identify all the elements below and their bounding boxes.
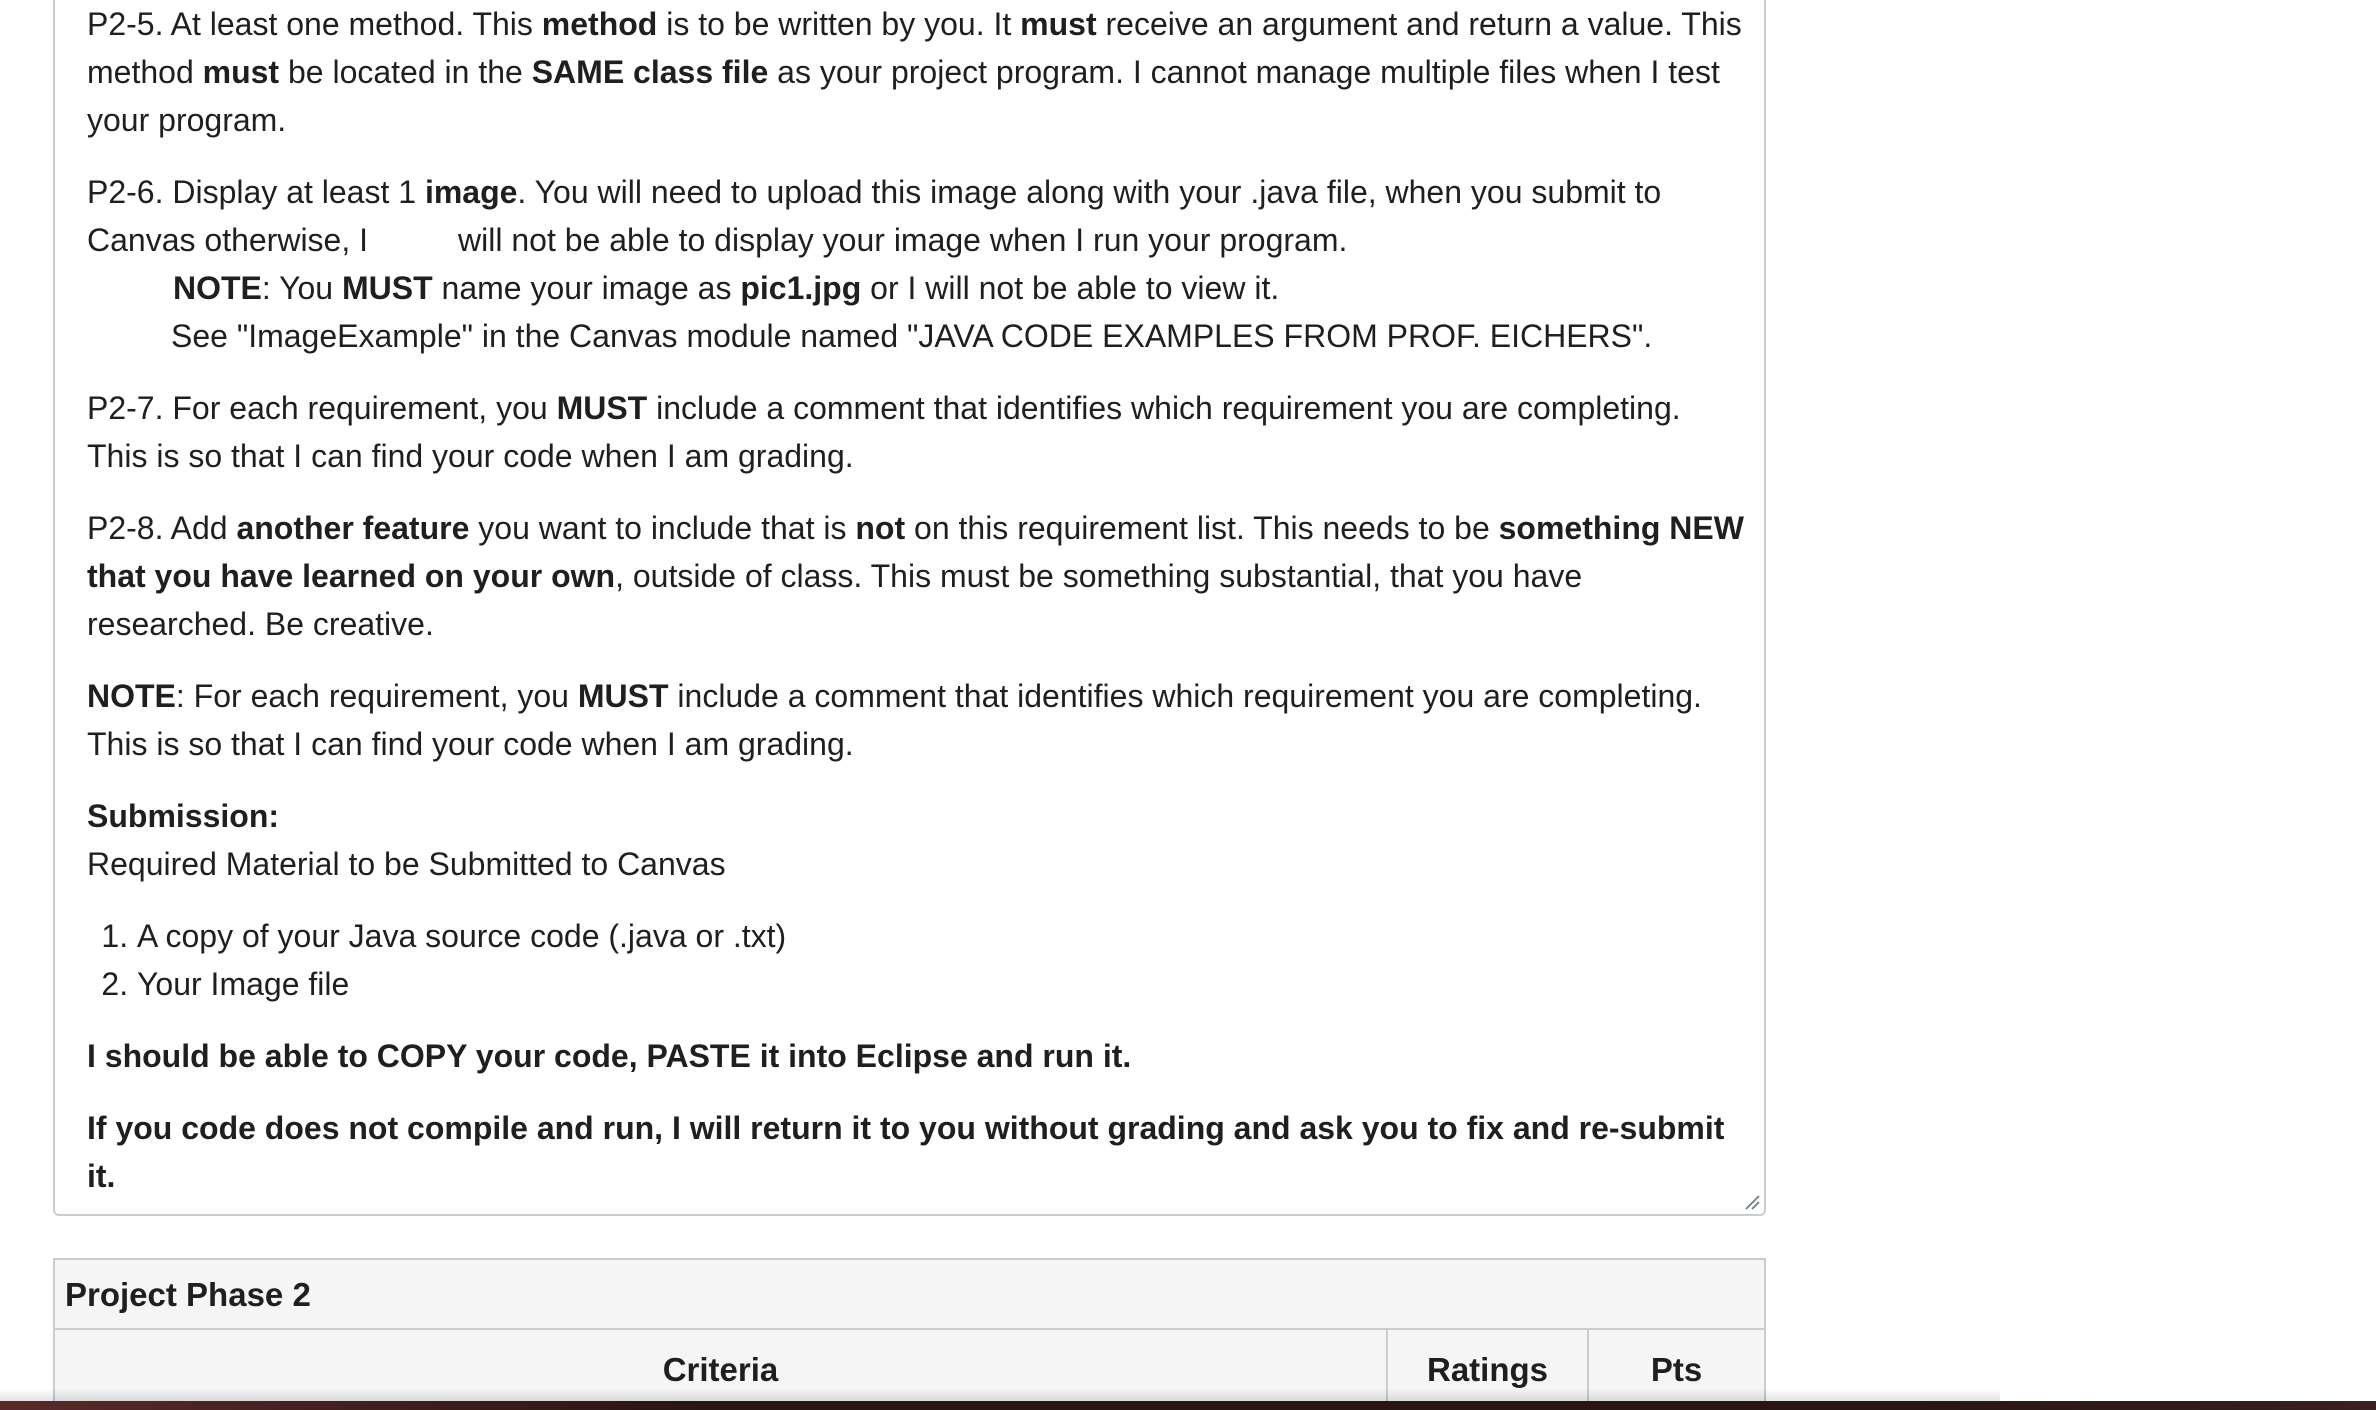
closing-compile	[87, 1104, 1747, 1200]
column-header-criteria: Criteria	[55, 1330, 1388, 1410]
submission-section	[87, 792, 1747, 888]
general-note	[87, 672, 1747, 768]
column-header-ratings: Ratings	[1388, 1330, 1589, 1410]
bold-segment: method	[541, 6, 658, 42]
text-segment: P2-7. For each requirement, you	[87, 390, 557, 426]
text-segment: P2-6. Display at least 1	[87, 174, 425, 210]
text-segment: . You will need to upload this image along with your .java file, when you submit to Canvas otherwise, I	[87, 174, 1662, 258]
text-segment: is to be written by you. It	[657, 6, 1021, 42]
text-segment: : You	[261, 270, 342, 306]
submission-heading: Submission:	[87, 798, 280, 834]
text-segment: or I will not be able to view it.	[861, 270, 1280, 306]
text-segment: : For each requirement, you	[175, 678, 578, 714]
text-segment: will not be able to display your image when I run your program.	[458, 222, 1348, 258]
resize-handle-icon[interactable]	[1742, 1192, 1760, 1210]
bold-segment: NOTE	[173, 270, 262, 306]
bold-segment: NOTE	[87, 678, 176, 714]
text-segment: include a comment that identifies which requirement you are completing. This is so that I can find your code when I am grading.	[87, 390, 1681, 474]
text-segment: include a comment that identifies which requirement you are completing. This is so that I can find your code when I am grading.	[87, 678, 1702, 762]
image-note	[87, 264, 1747, 312]
requirement-p2-5	[87, 0, 1747, 144]
rubric-title: Project Phase 2	[55, 1260, 1764, 1330]
bold-segment: something NEW that you have learned on your own	[87, 510, 1744, 594]
text-segment: as your project program. I cannot manage multiple files when I test your program.	[87, 54, 1720, 138]
bottom-bar	[0, 1401, 2376, 1410]
submission-list	[87, 912, 1747, 1008]
bottom-shadow	[0, 1388, 2000, 1402]
text-segment: P2-8. Add	[87, 510, 237, 546]
column-header-pts: Pts	[1650, 1351, 1703, 1388]
bold-segment: MUST	[341, 270, 433, 306]
list-item: 2. Your Image file	[137, 960, 1747, 1008]
text-segment: be located in the	[279, 54, 532, 90]
text-segment: name your image as	[432, 270, 741, 306]
bold-segment: another feature	[236, 510, 470, 546]
description-editor[interactable]	[53, 0, 1766, 1216]
bold-segment: must	[202, 54, 280, 90]
text-segment: , outside of class. This must be something substantial, that you have researched. Be creative.	[87, 558, 1583, 642]
bold-segment: image	[424, 174, 518, 210]
text-segment: on this requirement list. This needs to be	[905, 510, 1499, 546]
bold-segment: MUST	[577, 678, 669, 714]
submission-line: Required Material to be Submitted to Canvas	[87, 846, 726, 882]
bold-segment: SAME class file	[531, 54, 769, 90]
requirement-p2-7	[87, 384, 1747, 480]
description-content[interactable]	[87, 0, 1747, 1224]
bold-segment: must	[1020, 6, 1097, 42]
closing-copy-paste	[87, 1032, 1747, 1080]
requirement-p2-6	[87, 168, 1747, 360]
text-segment: receive an argument and return a value. This method	[87, 6, 1742, 90]
list-item: 1. A copy of your Java source code (.java or .txt)	[137, 912, 1747, 960]
text-segment: you want to include that is	[469, 510, 856, 546]
text-segment: P2-5. At least one method. This	[87, 6, 542, 42]
requirement-p2-8	[87, 504, 1747, 648]
bold-segment: MUST	[556, 390, 648, 426]
image-example-reference: See "ImageExample" in the Canvas module named "JAVA CODE EXAMPLES FROM PROF. EICHERS".	[171, 318, 1653, 354]
bold-segment: If you code does not compile and run, I will return it to you without grading and ask you to fix and re-submit it.	[87, 1110, 1725, 1194]
bold-segment: I should be able to COPY your code, PASTE it into Eclipse and run it.	[87, 1038, 1132, 1074]
bold-segment: pic1.jpg	[740, 270, 862, 306]
bold-segment: not	[855, 510, 906, 546]
